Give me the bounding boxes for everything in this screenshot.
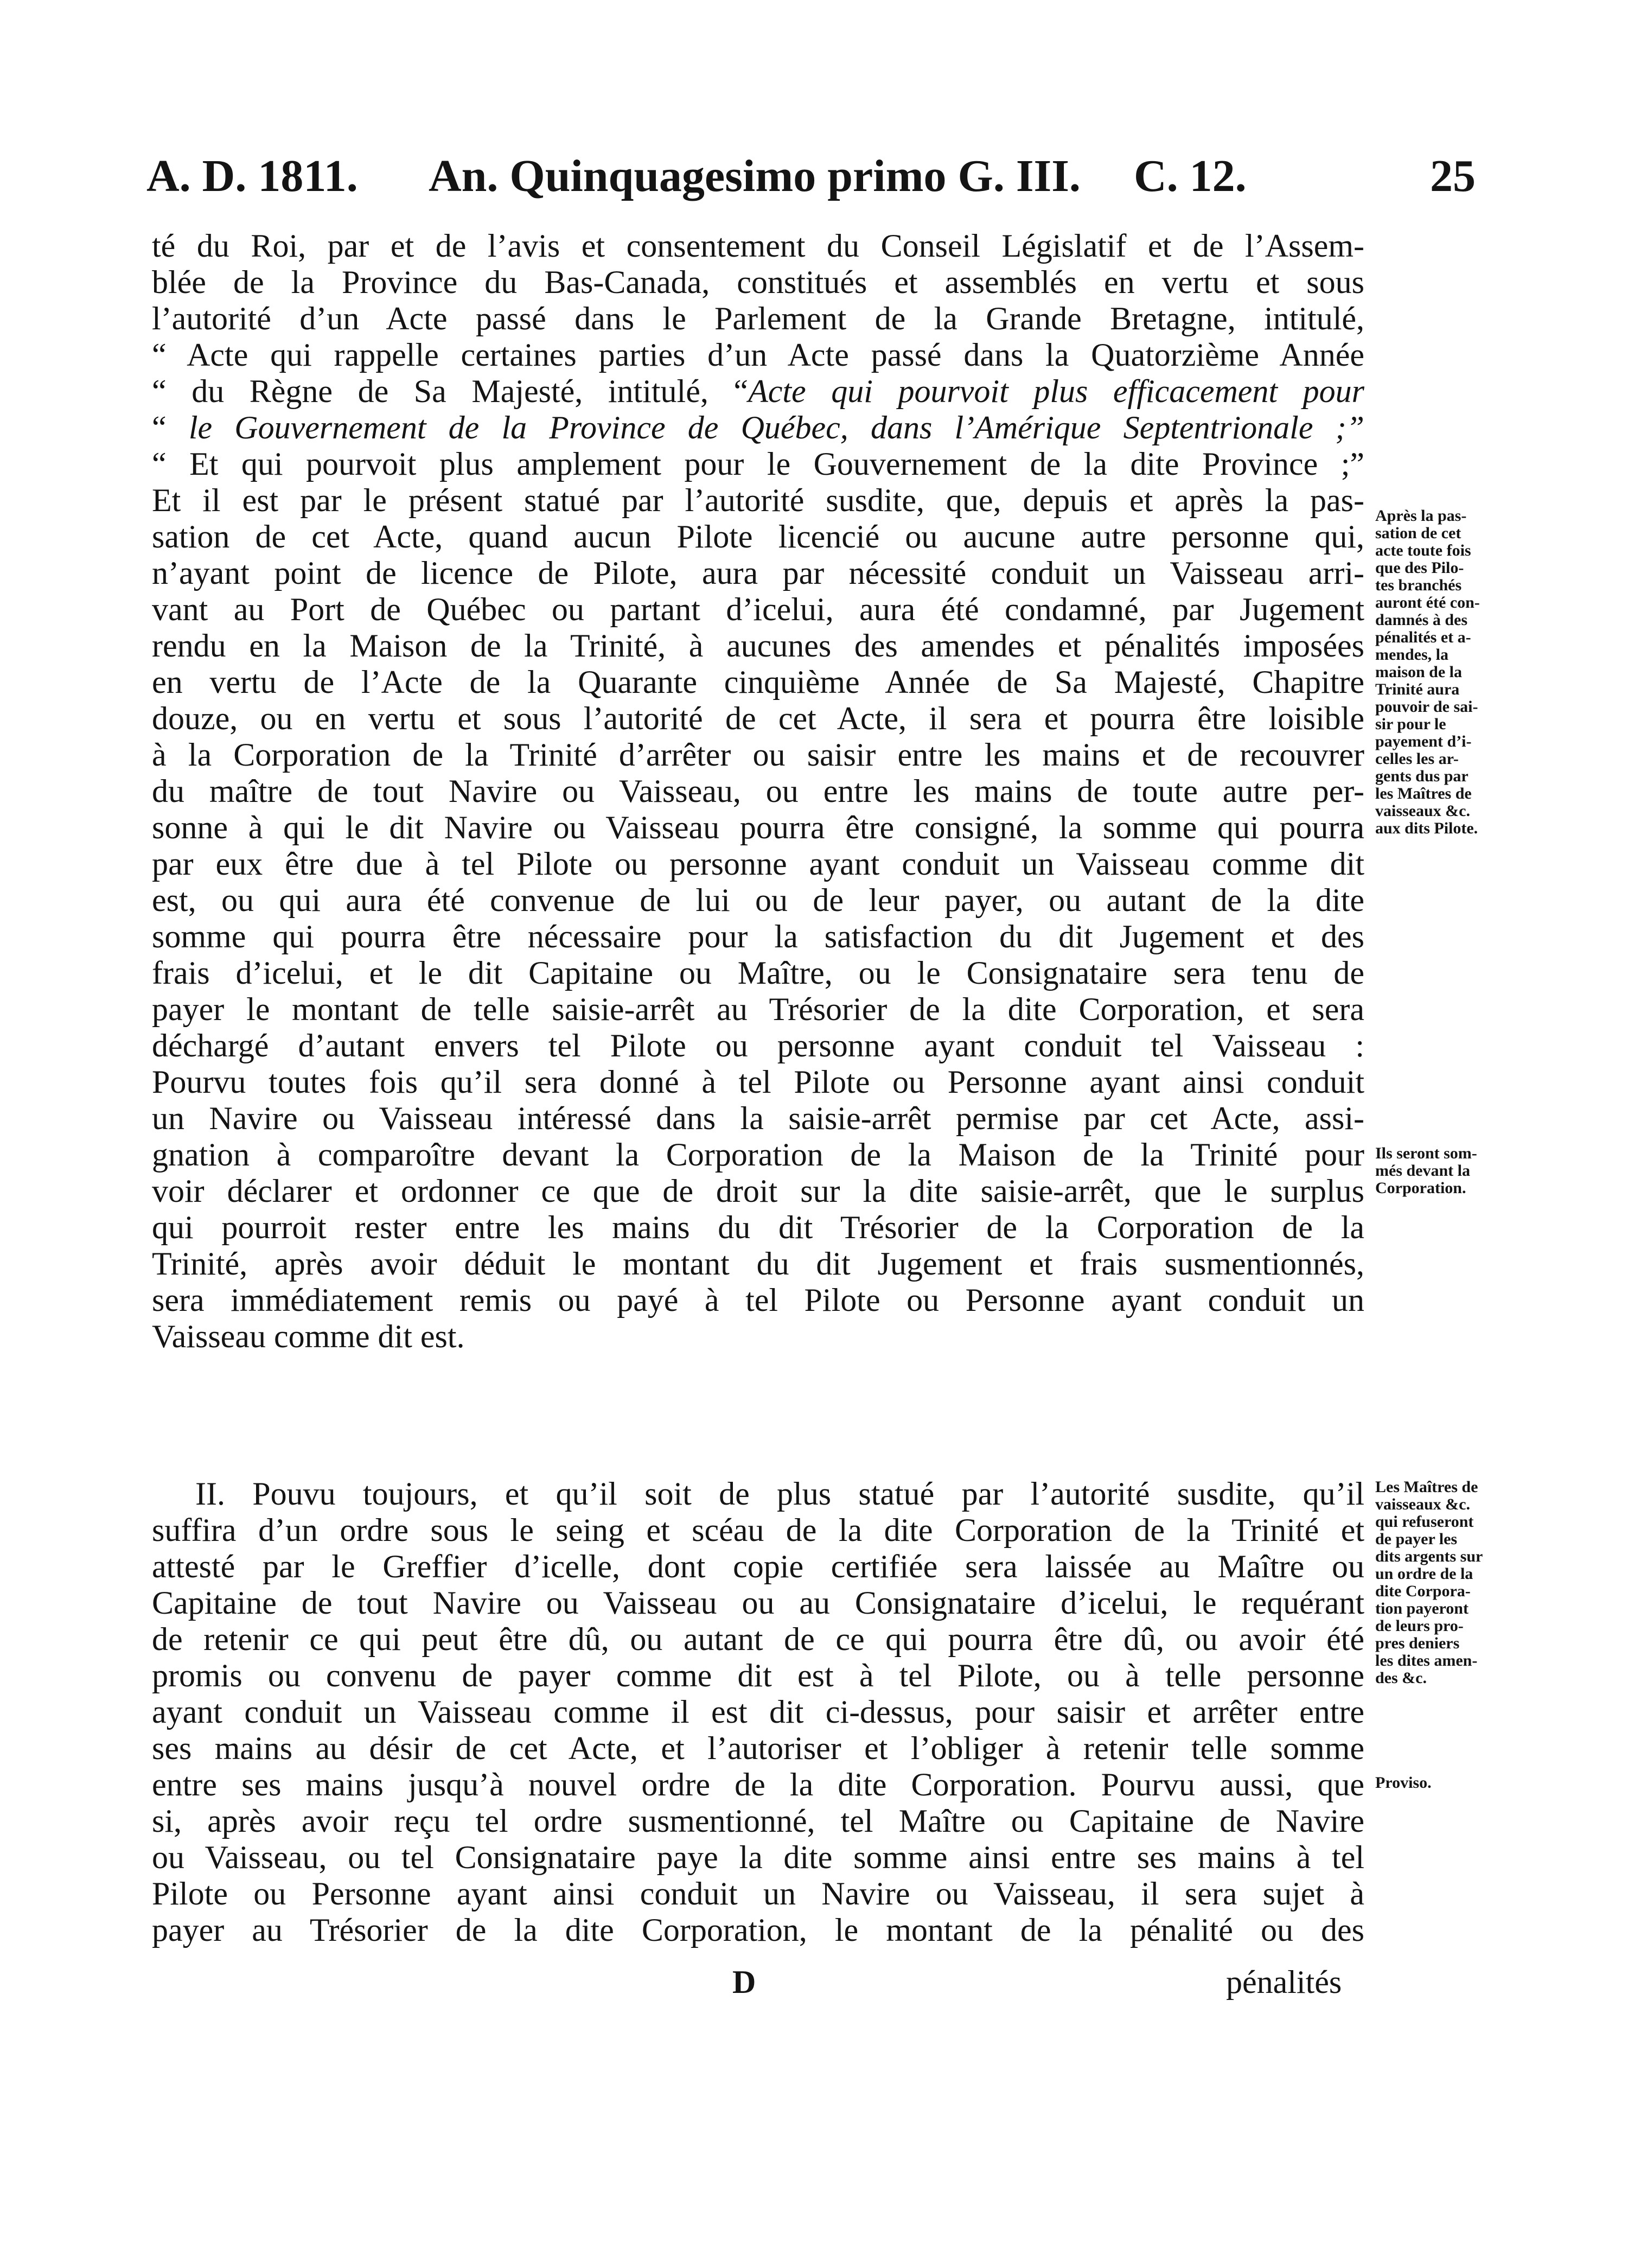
text-line: déchargé d’autant envers tel Pilote ou personne ayant conduit tel Vaisseau : <box>152 1028 1364 1063</box>
section-two-text <box>152 1476 1364 1948</box>
text-line: vant au Port de Québec ou partant d’icelui, aura été condamné, par Jugement <box>152 591 1364 627</box>
margin-note-line: tion payeront <box>1375 1600 1469 1617</box>
text-line: blée de la Province du Bas-Canada, constitués et assemblés en vertu et sous <box>152 264 1364 300</box>
text-line: voir déclarer et ordonner ce que de droit sur la dite saisie-arrêt, que le surplus <box>152 1173 1364 1209</box>
margin-note-line: sir pour le <box>1375 715 1446 733</box>
margin-note-line: auront été con- <box>1375 594 1480 611</box>
text-line: Capitaine de tout Navire ou Vaisseau ou au Consignataire d’icelui, le requérant <box>152 1585 1364 1621</box>
text-line: “ Et qui pourvoit plus amplement pour le Gouvernement de la dite Province ;” <box>152 446 1364 482</box>
text-line: gnation à comparoître devant la Corporation de la Maison de la Trinité pour <box>152 1137 1364 1173</box>
margin-note-line: les Maîtres de <box>1375 785 1472 802</box>
text-line: qui pourroit rester entre les mains du dit Trésorier de la Corporation de la <box>152 1209 1364 1245</box>
margin-note-line: acte toute fois <box>1375 541 1471 559</box>
text-line <box>152 410 1364 446</box>
text-line: Vaisseau comme dit est. <box>152 1318 465 1354</box>
margin-note-line: tes branchés <box>1375 576 1462 594</box>
text-line: est, ou qui aura été convenue de lui ou de leur payer, ou autant de la dite <box>152 882 1364 918</box>
text-line: sera immédiatement remis ou payé à tel Pilote ou Personne ayant conduit un <box>152 1282 1364 1318</box>
margin-note-summons <box>1375 1145 1527 1197</box>
text-line: II. Pouvu toujours, et qu’il soit de plus statué par l’autorité susdite, qu’il <box>195 1476 1364 1512</box>
text-line: entre ses mains jusqu’à nouvel ordre de la dite Corporation. Pourvu aussi, que <box>152 1767 1364 1802</box>
text-line: té du Roi, par et de l’avis et consentement du Conseil Législatif et de l’Assem- <box>152 228 1364 264</box>
margin-note-masters-refusing <box>1375 1479 1527 1687</box>
text-line: un Navire ou Vaisseau intéressé dans la saisie-arrêt permise par cet Acte, assi- <box>152 1100 1364 1136</box>
text-line: n’ayant point de licence de Pilote, aura par nécessité conduit un Vaisseau arri- <box>152 555 1364 591</box>
margin-note-line: maison de la <box>1375 663 1463 681</box>
text-line: sation de cet Acte, quand aucun Pilote licencié ou aucune autre personne qui, <box>152 519 1364 555</box>
text-line <box>152 373 1364 410</box>
margin-note-line: que des Pilo- <box>1375 559 1464 577</box>
text-line: frais d’icelui, et le dit Capitaine ou Maître, ou le Consignataire sera tenu de <box>152 955 1364 991</box>
text-line: à la Corporation de la Trinité d’arrêter ou saisir entre les mains et de recouvrer <box>152 737 1364 773</box>
text-line-start: “ du Règne de Sa Majesté, intitulé, “ <box>152 373 749 409</box>
margin-note-line: Les Maîtres de <box>1375 1478 1478 1496</box>
margin-note-line: Ils seront som- <box>1375 1144 1477 1162</box>
text-line: somme qui pourra être nécessaire pour la satisfaction du dit Jugement et des <box>152 919 1364 954</box>
text-line: Pilote ou Personne ayant ainsi conduit un Navire ou Vaisseau, il sera sujet à <box>152 1876 1364 1912</box>
text-line-start: “ <box>152 410 189 445</box>
running-head <box>146 146 1476 206</box>
margin-note-line: pouvoir de sai- <box>1375 698 1478 716</box>
text-line: ou Vaisseau, ou tel Consignataire paye la dite somme ainsi entre ses mains à tel <box>152 1839 1364 1875</box>
margin-note-pilot-penalties <box>1375 507 1527 837</box>
text-line: sonne à qui le dit Navire ou Vaisseau pourra être consigné, la somme qui pourra <box>152 810 1364 845</box>
page-number: 25 <box>1430 151 1476 201</box>
running-head-regnal-year: An. Quinquagesimo primo G. III. <box>429 151 1081 201</box>
margin-note-line: un ordre de la <box>1375 1565 1473 1583</box>
text-line: suffira d’un ordre sous le seing et scéau de la dite Corporation de la Trinité et <box>152 1512 1364 1548</box>
text-line: par eux être due à tel Pilote ou personne ayant conduit un Vaisseau comme dit <box>152 846 1364 882</box>
text-line: douze, ou en vertu et sous l’autorité de cet Acte, il sera et pourra être loisible <box>152 700 1364 736</box>
text-line: promis ou convenu de payer comme dit est à tel Pilote, ou à telle personne <box>152 1658 1364 1693</box>
text-line: si, après avoir reçu tel ordre susmentionné, tel Maître ou Capitaine de Navire <box>152 1803 1364 1839</box>
catchword: pénalités <box>1226 1964 1342 2000</box>
margin-note-line: vaisseaux &c. <box>1375 802 1470 820</box>
margin-note-line: més devant la <box>1375 1162 1470 1180</box>
margin-note-line: pres deniers <box>1375 1634 1460 1652</box>
margin-note-line: payement d’i- <box>1375 732 1472 750</box>
italic-act-title-part-1: Acte qui pourvoit plus efficacement pour <box>748 373 1364 409</box>
margin-note-line: pénalités et a- <box>1375 628 1471 646</box>
margin-note-line: Proviso. <box>1375 1774 1432 1792</box>
margin-note-line: de leurs pro- <box>1375 1617 1464 1635</box>
italic-act-title-part-2: le Gouvernement de la Province de Québec, dans l’Amérique Septentrionale ;” <box>188 410 1365 445</box>
text-line: l’autorité d’un Acte passé dans le Parlement de la Grande Bretagne, intitulé, <box>152 301 1364 336</box>
running-head-year: A. D. 1811. <box>146 151 358 201</box>
text-line: rendu en la Maison de la Trinité, à aucunes des amendes et pénalités imposées <box>152 628 1364 664</box>
margin-note-line: qui refuseront <box>1375 1513 1474 1531</box>
text-line: ayant conduit un Vaisseau comme il est dit ci-dessus, pour saisir et arrêter entre <box>152 1694 1364 1730</box>
margin-note-line: mendes, la <box>1375 646 1448 664</box>
text-line: “ Acte qui rappelle certaines parties d’un Acte passé dans la Quatorzième Année <box>152 337 1364 373</box>
text-line: Pourvu toutes fois qu’il sera donné à tel Pilote ou Personne ayant ainsi conduit <box>152 1064 1364 1100</box>
text-line: de retenir ce qui peut être dû, ou autant de ce qui pourra être dû, ou avoir été <box>152 1621 1364 1657</box>
margin-note-line: Après la pas- <box>1375 507 1467 525</box>
section-one-text <box>152 228 1364 1355</box>
margin-note-line: vaisseaux &c. <box>1375 1495 1470 1513</box>
text-line: du maître de tout Navire ou Vaisseau, ou entre les mains de toute autre per- <box>152 773 1364 809</box>
margin-note-line: gents dus par <box>1375 767 1469 785</box>
text-line: Trinité, après avoir déduit le montant du dit Jugement et frais susmentionnés, <box>152 1246 1364 1282</box>
margin-note-line: Corporation. <box>1375 1179 1466 1197</box>
running-head-chapter: C. 12. <box>1134 151 1247 201</box>
margin-note-line: de payer les <box>1375 1530 1458 1548</box>
margin-note-line: damnés à des <box>1375 611 1468 629</box>
text-line: payer au Trésorier de la dite Corporation, le montant de la pénalité ou des <box>152 1912 1364 1948</box>
text-line: payer le montant de telle saisie-arrêt au Trésorier de la dite Corporation, et sera <box>152 991 1364 1027</box>
margin-note-line: celles les ar- <box>1375 750 1459 768</box>
text-line: en vertu de l’Acte de la Quarante cinquième Année de Sa Majesté, Chapitre <box>152 664 1364 700</box>
margin-note-line: les dites amen- <box>1375 1652 1478 1670</box>
margin-note-line: dite Corpora- <box>1375 1582 1471 1600</box>
text-line: ses mains au désir de cet Acte, et l’autoriser et l’obliger à retenir telle somme <box>152 1730 1364 1766</box>
margin-note-line: Trinité aura <box>1375 680 1460 698</box>
margin-note-proviso <box>1375 1774 1527 1792</box>
text-line: attesté par le Greffier d’icelle, dont copie certifiée sera laissée au Maître ou <box>152 1549 1364 1584</box>
margin-note-line: aux dits Pilote. <box>1375 819 1478 837</box>
margin-note-line: des &c. <box>1375 1669 1427 1687</box>
margin-note-line: dits argents sur <box>1375 1547 1483 1565</box>
text-line: Et il est par le présent statué par l’autorité susdite, que, depuis et après la pas- <box>152 482 1364 518</box>
margin-note-line: sation de cet <box>1375 524 1461 542</box>
signature-mark: D <box>732 1964 756 2000</box>
